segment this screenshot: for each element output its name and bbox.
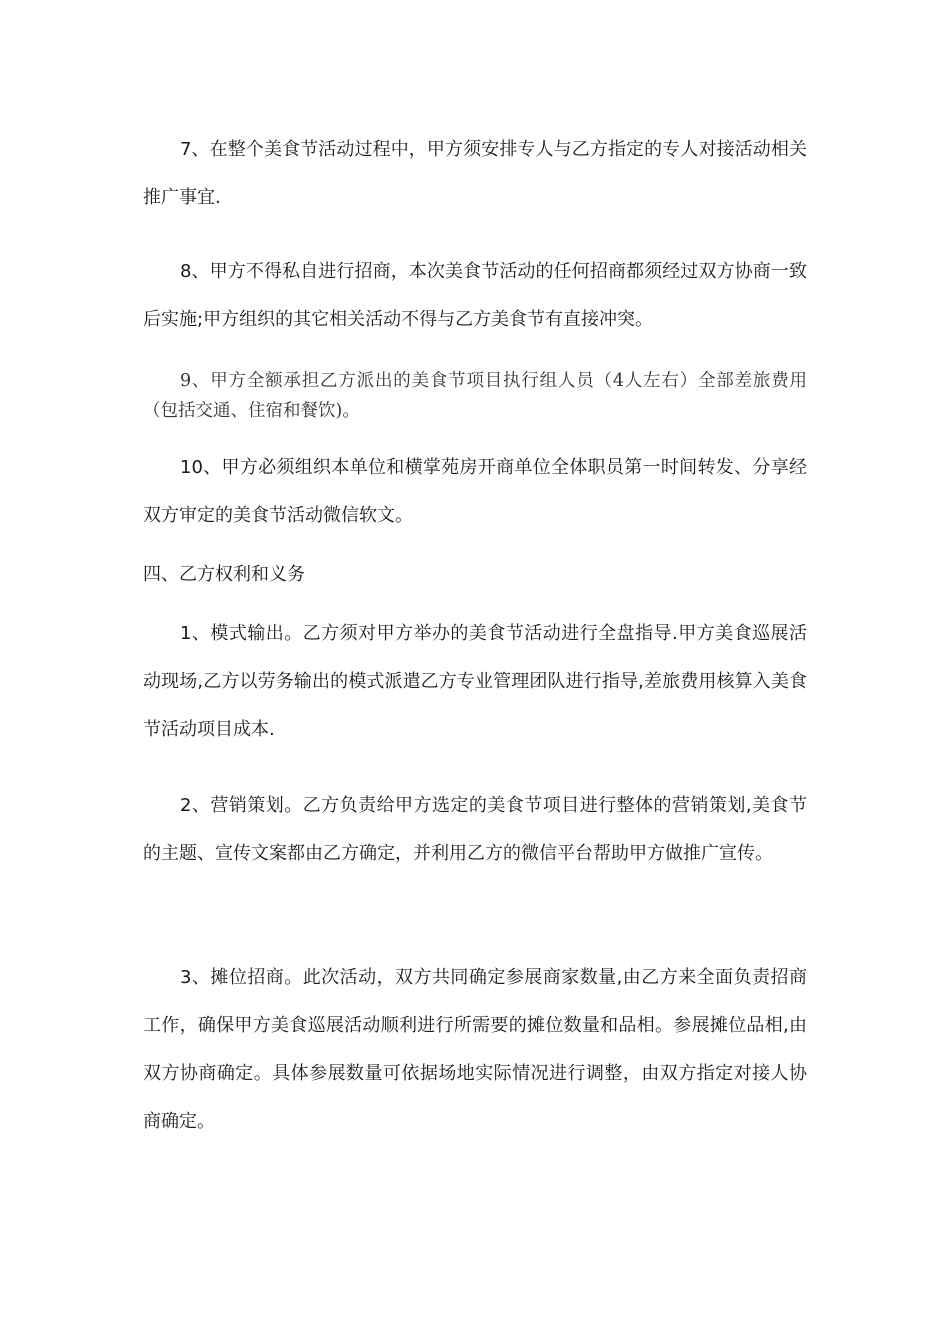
clause-7-paragraph: 7、在整个美食节活动过程中，甲方须安排专人与乙方指定的专人对接活动相关推广事宜. bbox=[143, 139, 807, 208]
party-b-clause-1-paragraph: 1、模式输出。乙方须对甲方举办的美食节活动进行全盘指导.甲方美食巡展活动现场,乙方以劳务输出的模式派遣乙方专业管理团队进行指导,差旅费用核算入美食节活动项目成本. bbox=[143, 623, 807, 740]
clause-10-paragraph: 10、甲方必须组织本单位和横掌苑房开商单位全体职员第一时间转发、分享经双方审定的美食节活动微信软文。 bbox=[143, 457, 807, 526]
party-b-clause-3-paragraph: 3、摊位招商。此次活动，双方共同确定参展商家数量,由乙方来全面负责招商工作，确保甲方美食巡展活动顺利进行所需要的摊位数量和品相。参展摊位品相,由双方协商确定。具体参展数量可依据场地实际情况进行调整，由双方指定对接人协商确定。 bbox=[143, 967, 807, 1132]
party-b-clause-2-paragraph: 2、营销策划。乙方负责给甲方选定的美食节项目进行整体的营销策划,美食节的主题、宣传文案都由乙方确定，并利用乙方的微信平台帮助甲方做推广宣传。 bbox=[143, 795, 807, 864]
clause-9-paragraph: 9、甲方全额承担乙方派出的美食节项目执行组人员（4人左右）全部差旅费用（包括交通、住宿和餐饮)。 bbox=[143, 371, 807, 421]
clause-8-paragraph: 8、甲方不得私自进行招商，本次美食节活动的任何招商都须经过双方协商一致后实施;甲方组织的其它相关活动不得与乙方美食节有直接冲突。 bbox=[143, 261, 807, 330]
section-heading: 四、乙方权利和义务 bbox=[143, 564, 305, 585]
